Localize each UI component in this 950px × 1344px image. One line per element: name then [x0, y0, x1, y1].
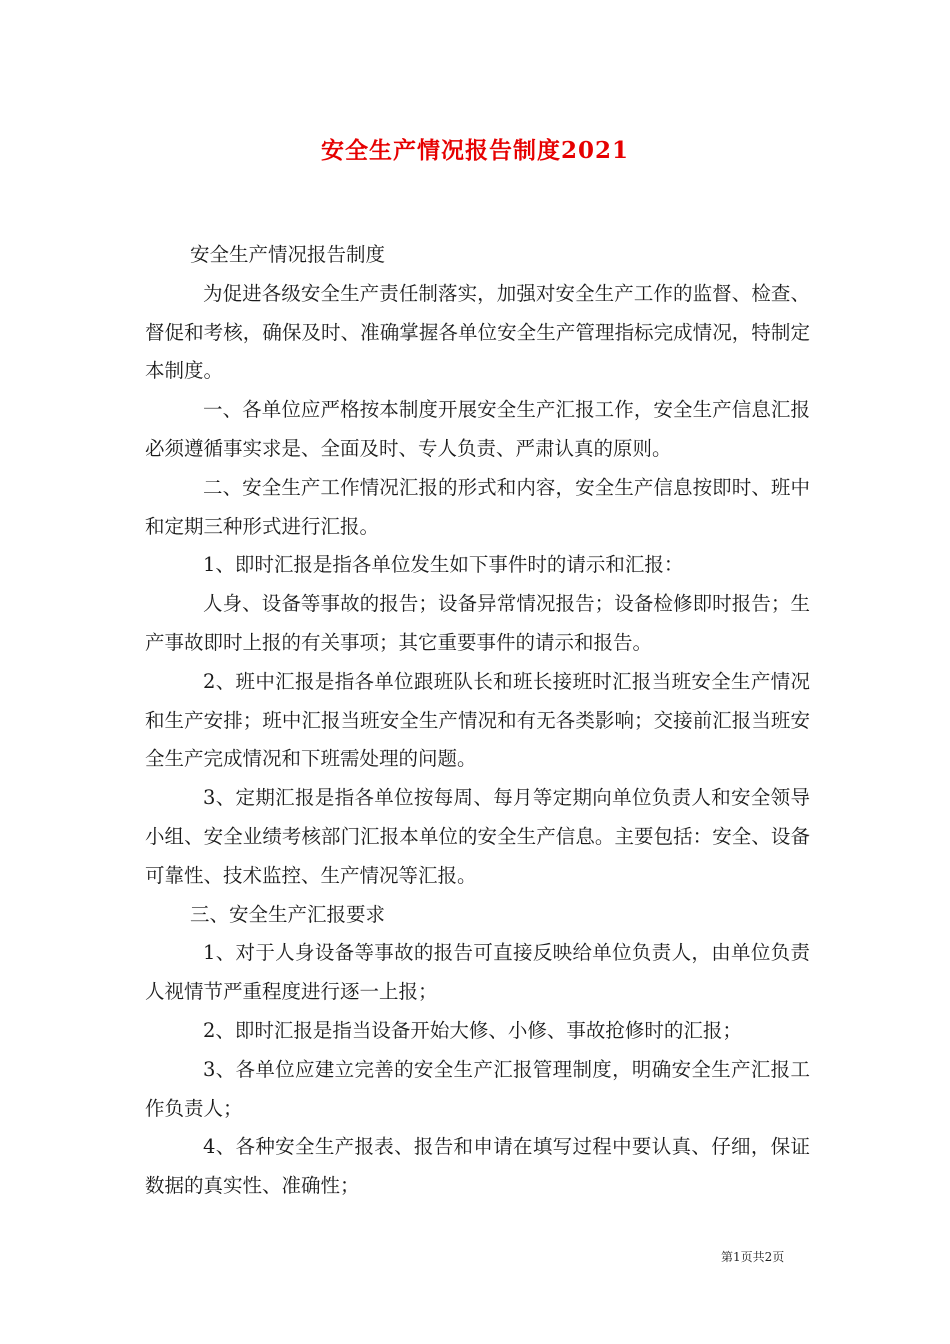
paragraph: 人身、设备等事故的报告；设备异常情况报告；设备检修即时报告；生产事故即时上报的有关事项；其它重要事件的请示和报告。 — [145, 592, 810, 654]
paragraph: 3、定期汇报是指各单位按每周、每月等定期向单位负责人和安全领导小组、安全业绩考核部门汇报本单位的安全生产信息。主要包括：安全、设备可靠性、技术监控、生产情况等汇报。 — [145, 786, 810, 887]
paragraph: 1、对于人身设备等事故的报告可直接反映给单位负责人，由单位负责人视情节严重程度进行逐一上报； — [145, 941, 810, 1004]
paragraph: 1、即时汇报是指各单位发生如下事件时的请示和汇报： — [203, 553, 684, 577]
document-title: 安全生产情况报告制度2021 — [320, 137, 629, 164]
paragraph: 一、各单位应严格按本制度开展安全生产汇报工作，安全生产信息汇报必须遵循事实求是、全面及时、专人负责、严肃认真的原则。 — [145, 398, 810, 460]
paragraph: 二、安全生产工作情况汇报的形式和内容，安全生产信息按即时、班中和定期三种形式进行汇报。 — [145, 475, 810, 538]
paragraph: 4、各种安全生产报表、报告和申请在填写过程中要认真、仔细，保证数据的真实性、准确性； — [145, 1135, 810, 1198]
paragraph: 3、各单位应建立完善的安全生产汇报管理制度，明确安全生产汇报工作负责人； — [145, 1057, 810, 1120]
page-number-footer: 第1页共2页 — [721, 1250, 785, 1264]
paragraph: 2、即时汇报是指当设备开始大修、小修、事故抢修时的汇报； — [203, 1018, 742, 1042]
paragraph: 2、班中汇报是指各单位跟班队长和班长接班时汇报当班安全生产情况和生产安排；班中汇报当班安全生产情况和有无各类影响；交接前汇报当班安全生产完成情况和下班需处理的问题。 — [145, 669, 810, 771]
document-body — [145, 236, 810, 1206]
section-heading: 三、安全生产汇报要求 — [190, 902, 386, 926]
paragraph: 为促进各级安全生产责任制落实，加强对安全生产工作的监督、检查、督促和考核，确保及时、准确掌握各单位安全生产管理指标完成情况，特制定本制度。 — [145, 281, 810, 383]
section-heading: 安全生产情况报告制度 — [190, 243, 386, 266]
